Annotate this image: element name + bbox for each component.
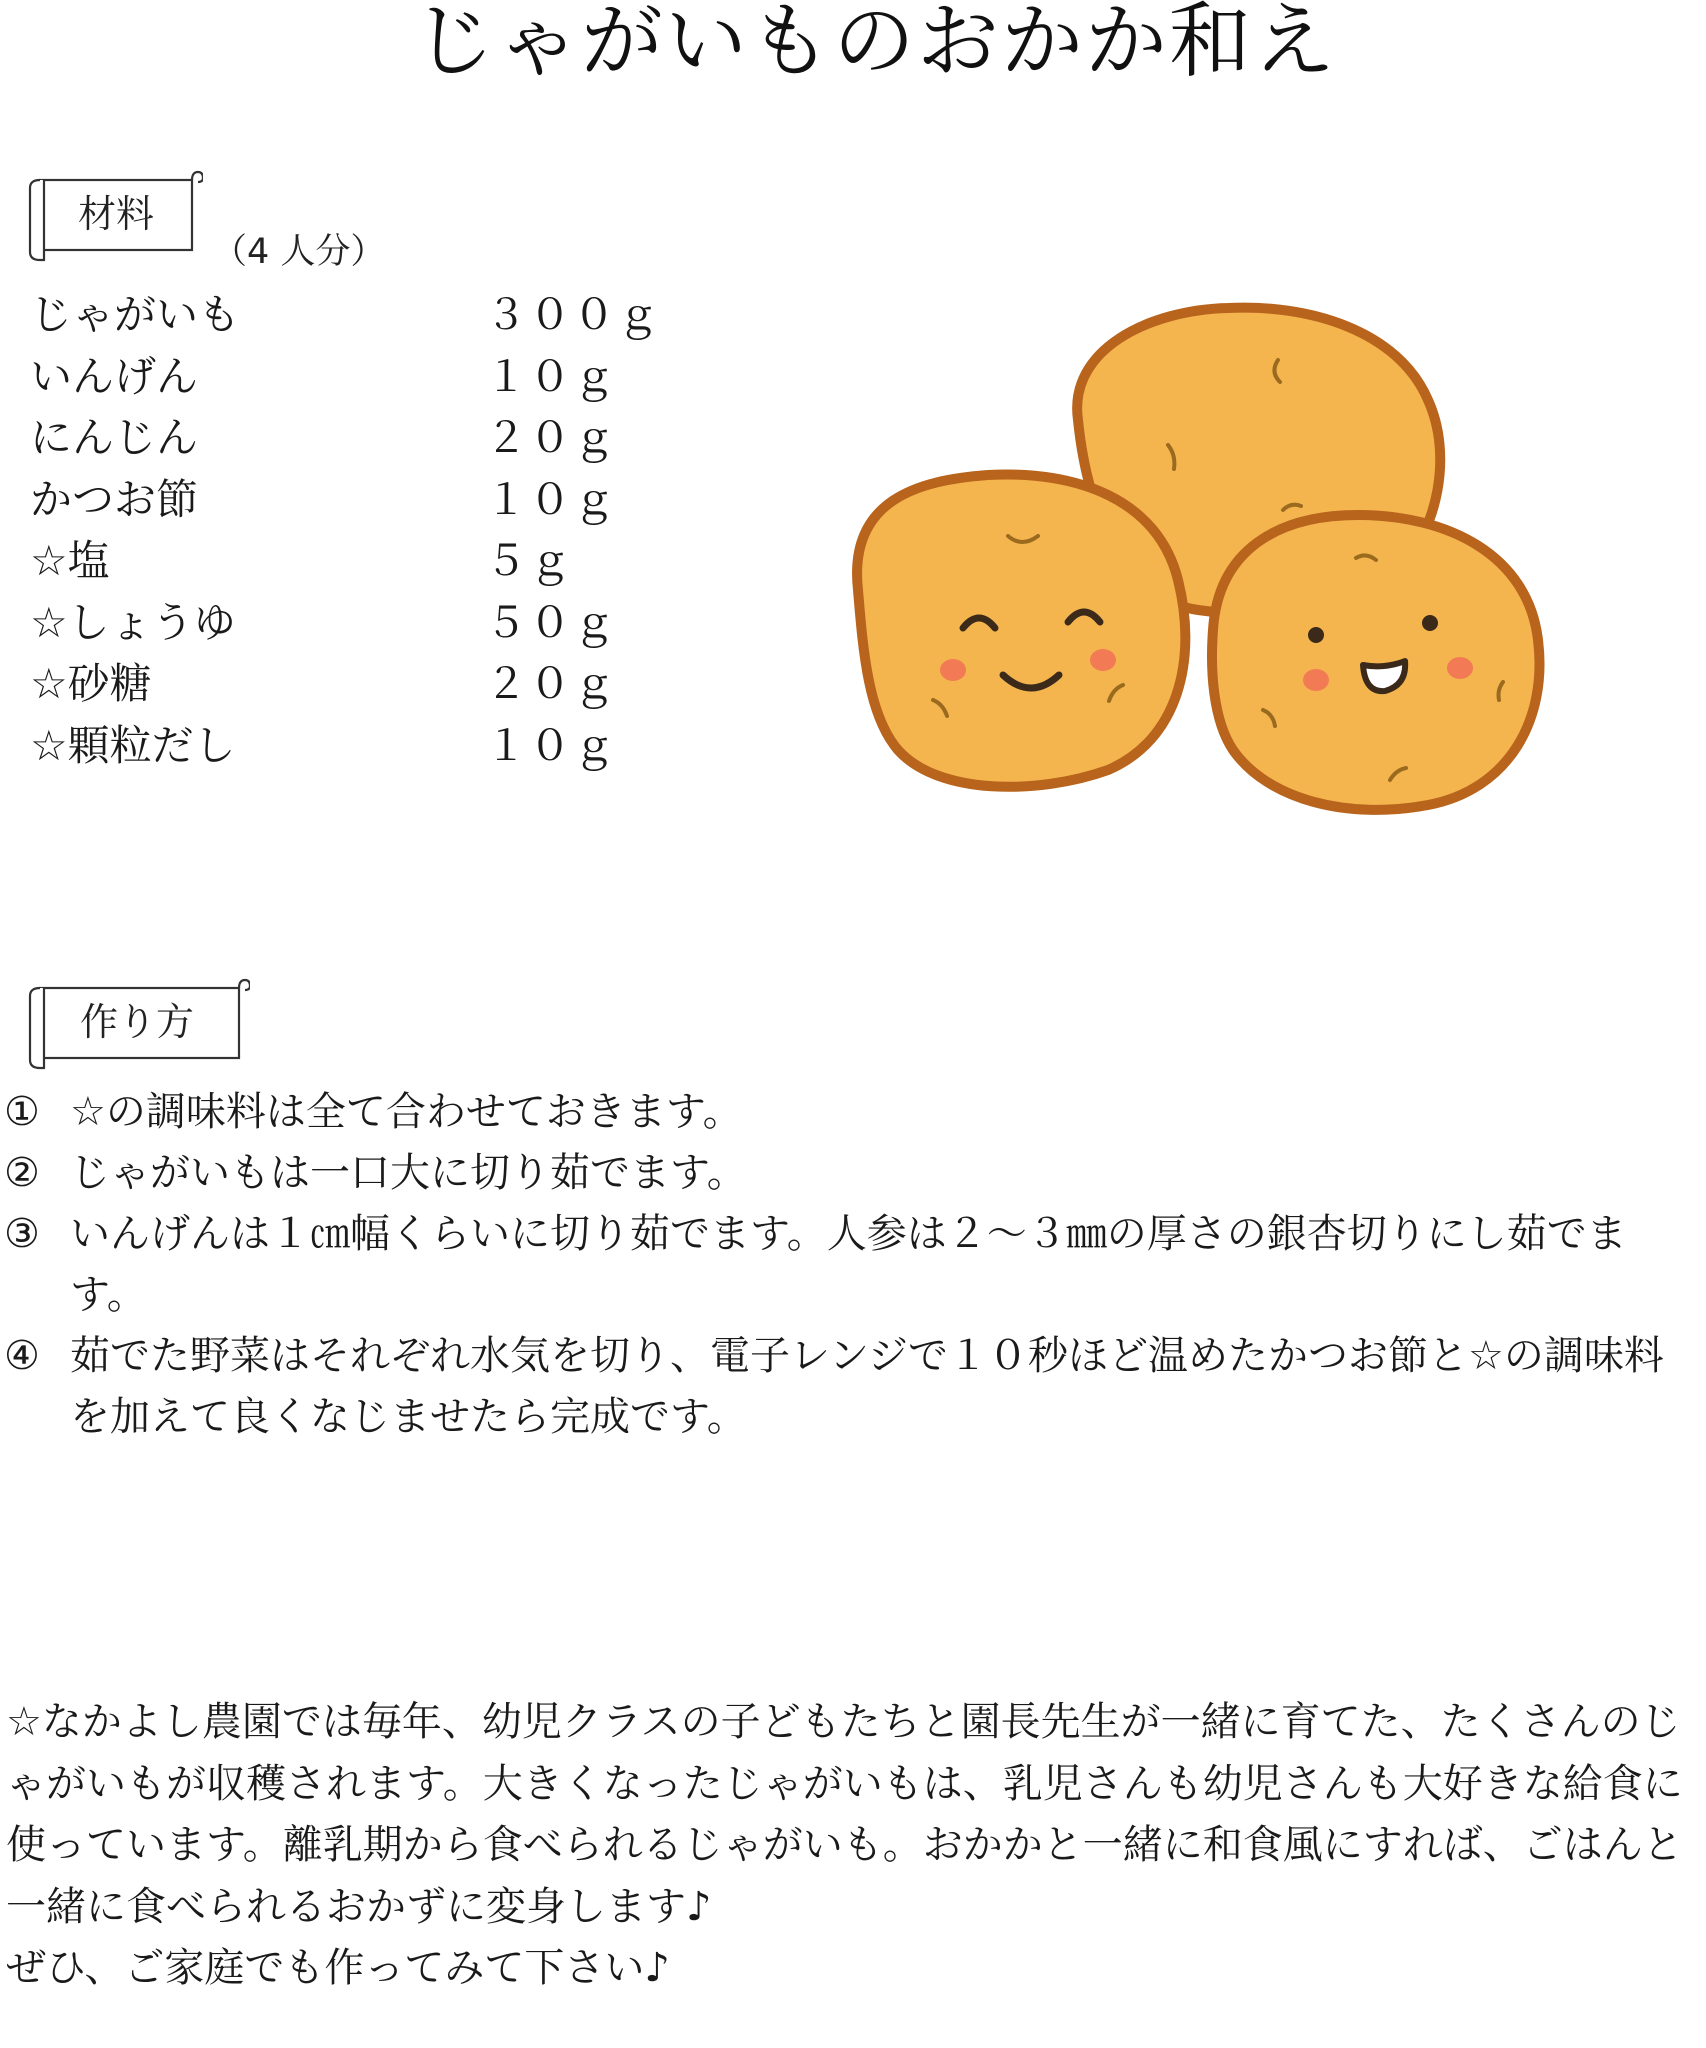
step-text: いんげんは１㎝幅くらいに切り茹でます。人参は２～３㎜の厚さの銀杏切りにし茹でます。 <box>70 1211 1627 1318</box>
ingredient-row <box>30 659 730 721</box>
method-steps <box>4 1082 1694 1448</box>
step-number: ① <box>4 1089 40 1135</box>
ingredient-name: かつお節 <box>30 474 199 524</box>
step-text: ☆の調味料は全て合わせておきます。 <box>70 1089 743 1135</box>
ingredient-amount: １０ｇ <box>485 720 618 770</box>
step-number: ② <box>4 1150 40 1196</box>
ingredient-list <box>30 290 730 782</box>
ingredients-heading <box>28 170 203 254</box>
ingredient-row <box>30 598 730 660</box>
ingredient-amount: ３００ｇ <box>485 290 662 339</box>
step-text: じゃがいもは一口大に切り茹でます。 <box>70 1150 747 1196</box>
ingredient-amount: １０ｇ <box>485 474 618 524</box>
step-text: 茹でた野菜はそれぞれ水気を切り、電子レンジで１０秒ほど温めたかつお節と☆の調味料を加えて良くなじませたら完成です。 <box>70 1333 1664 1440</box>
ingredient-amount: ５０ｇ <box>485 597 618 647</box>
farm-note <box>6 1692 1696 2000</box>
ingredient-row <box>30 413 730 475</box>
ingredient-name: ☆しょうゆ <box>30 597 236 647</box>
ingredient-name: いんげん <box>30 351 199 401</box>
ingredient-amount: ５ｇ <box>485 536 574 585</box>
ingredient-name: ☆砂糖 <box>30 659 152 708</box>
ingredient-row <box>30 721 730 783</box>
servings-label: （4 人分） <box>212 232 386 272</box>
note-closing: ぜひ、ご家庭でも作ってみて下さい♪ <box>6 1945 670 1991</box>
ingredient-amount: １０ｇ <box>485 351 618 401</box>
method-heading <box>28 978 250 1062</box>
step-item <box>4 1204 1694 1326</box>
ingredient-row <box>30 536 730 598</box>
ingredient-row <box>30 290 730 352</box>
step-item <box>4 1326 1694 1448</box>
method-heading-label: 作り方 <box>80 1000 195 1044</box>
page-title: じゃがいものおかか和え <box>412 0 1337 89</box>
step-item <box>4 1143 1694 1204</box>
step-item <box>4 1082 1694 1143</box>
ingredient-name: じゃがいも <box>30 290 241 339</box>
ingredient-row <box>30 352 730 414</box>
ingredient-name: ☆顆粒だし <box>30 720 236 770</box>
ingredients-heading-label: 材料 <box>78 192 155 236</box>
step-number: ④ <box>4 1333 40 1379</box>
note-paragraph: ☆なかよし農園では毎年、幼児クラスの子どもたちと園長先生が一緒に育てた、たくさんのじゃがいもが収穫されます。大きくなったじゃがいもは、乳児さんも幼児さんも大好きな給食に使っています。離乳期から食べられるじゃがいも。おかかと一緒に和食風にすれば、ごはんと一緒に食べられるおかずに変身します♪ <box>6 1699 1683 1930</box>
ingredient-name: にんじん <box>30 413 199 462</box>
ingredient-amount: ２０ｇ <box>485 659 618 708</box>
step-number: ③ <box>4 1211 40 1257</box>
ingredient-row <box>30 475 730 537</box>
ingredient-name: ☆塩 <box>30 536 110 585</box>
smiling-potatoes-illustration <box>838 290 1568 830</box>
ingredient-amount: ２０ｇ <box>485 413 618 462</box>
